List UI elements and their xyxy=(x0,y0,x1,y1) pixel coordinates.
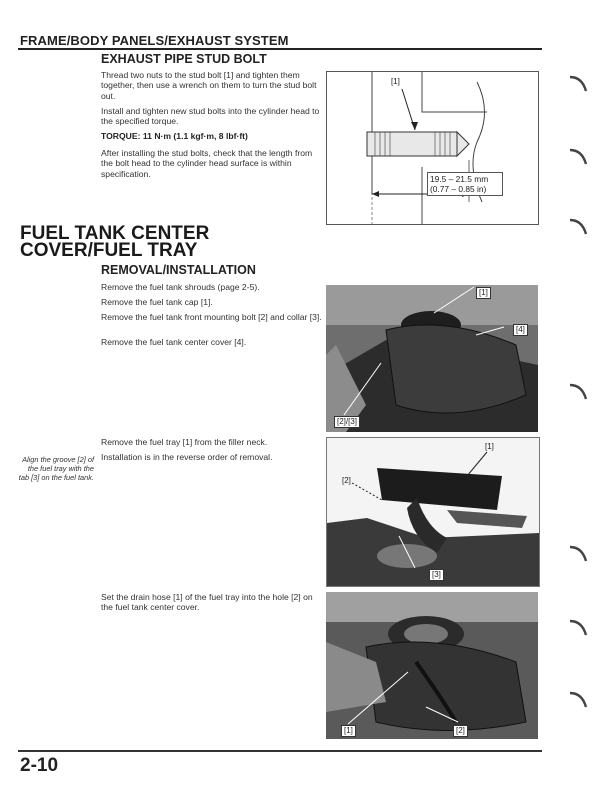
length-spec-mm: 19.5 – 21.5 mm xyxy=(430,174,489,184)
length-spec-in: (0.77 – 0.85 in) xyxy=(430,184,487,194)
exhaust-step-3: After installing the stud bolts, check that the length from the bolt head to the cylinder head surface is within specification. xyxy=(101,148,313,179)
removal-installation-title: REMOVAL/INSTALLATION xyxy=(101,263,256,277)
fuel-step-7: Set the drain hose [1] of the fuel tray into the hole [2] on the fuel tank center cover. xyxy=(101,592,313,613)
binding-mark-icon xyxy=(568,688,590,710)
binding-mark-icon xyxy=(568,145,590,167)
length-spec-box xyxy=(427,172,503,196)
fuel-step-4: Remove the fuel tank center cover [4]. xyxy=(101,337,247,347)
binding-mark-icon xyxy=(568,542,590,564)
exhaust-step-1: Thread two nuts to the stud bolt [1] and tighten them together, then use a wrench on them to turn the stud bolt out. xyxy=(101,70,317,101)
fuel-step-6: Installation is in the reverse order of removal. xyxy=(101,452,273,462)
side-note: Align the groove [2] of the fuel tray with the tab [3] on the fuel tank. xyxy=(18,455,94,482)
binding-mark-icon xyxy=(568,616,590,638)
photo1-callout-1: [1] xyxy=(476,287,491,299)
fuel-step-1: Remove the fuel tank shrouds (page 2-5). xyxy=(101,282,260,292)
torque-spec: TORQUE: 11 N·m (1.1 kgf·m, 8 lbf·ft) xyxy=(101,131,248,141)
footer-rule xyxy=(18,750,542,752)
fuel-step-5: Remove the fuel tray [1] from the filler neck. xyxy=(101,437,268,447)
photo-fuel-tray xyxy=(326,437,540,587)
photo-fuel-tray-image xyxy=(327,438,539,586)
exhaust-step-2: Install and tighten new stud bolts into the cylinder head to the specified torque. xyxy=(101,106,320,127)
header-rule xyxy=(18,48,542,50)
binding-mark-icon xyxy=(568,72,590,94)
binding-mark-icon xyxy=(568,380,590,402)
photo-drain-hose-image xyxy=(326,592,538,739)
photo1-callout-2-3: [2]/[3] xyxy=(334,416,360,428)
fuel-step-3: Remove the fuel tank front mounting bolt [2] and collar [3]. xyxy=(101,312,322,322)
photo3-callout-2: [2] xyxy=(453,725,468,737)
fuel-step-2: Remove the fuel tank cap [1]. xyxy=(101,297,213,307)
photo2-callout-1: [1] xyxy=(485,442,494,451)
photo1-callout-4: [4] xyxy=(513,324,528,336)
exhaust-title: EXHAUST PIPE STUD BOLT xyxy=(101,52,267,66)
page-number: 2-10 xyxy=(20,755,59,776)
stud-bolt-diagram xyxy=(327,72,538,224)
photo-center-cover xyxy=(326,285,538,432)
section-header: FRAME/BODY PANELS/EXHAUST SYSTEM xyxy=(20,33,289,48)
photo-center-cover-image xyxy=(326,285,538,432)
fuel-section-title: FUEL TANK CENTER COVER/FUEL TRAY xyxy=(20,223,210,261)
photo2-callout-3: [3] xyxy=(429,569,444,581)
figure-callout-1: [1] xyxy=(391,77,400,86)
photo-drain-hose xyxy=(326,592,538,739)
binding-mark-icon xyxy=(568,215,590,237)
photo3-callout-1: [1] xyxy=(341,725,356,737)
photo2-callout-2: [2] xyxy=(342,476,351,485)
stud-bolt-figure xyxy=(326,71,539,225)
